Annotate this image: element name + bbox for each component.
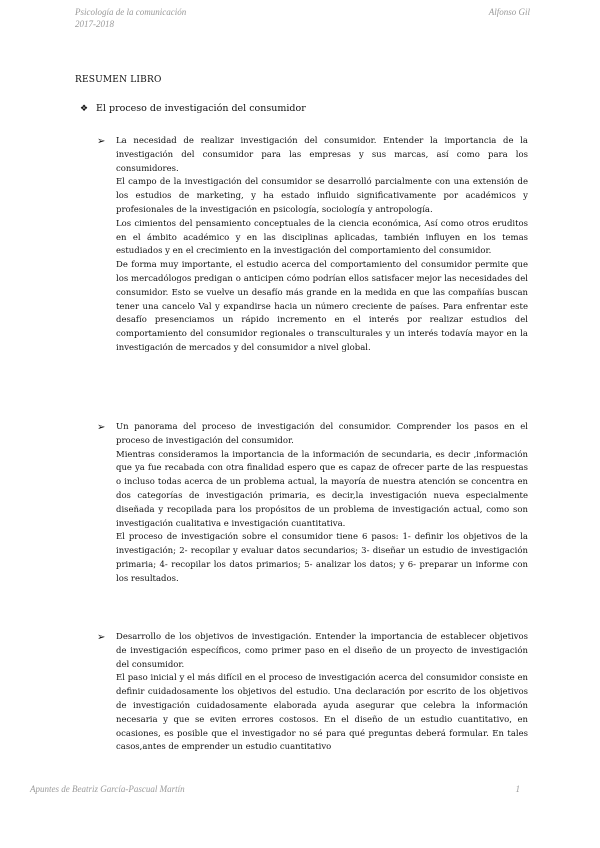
- paragraph: El campo de la investigación del consumidor se desarrolló parcialmente con una extensión de los estudios de marketing, y ha estado influido significativamente por académicos y profesionales de la investigación en psicología, sociología y antropología.: [116, 177, 528, 215]
- paragraph: El proceso de investigación sobre el consumidor tiene 6 pasos: 1- definir los objetivos de la investigación; 2- recopilar y evaluar datos secundarios; 3- diseñar un estudio de investigación primaria; 4- recopilar los datos primarios; 5- analizar los datos; y 6- preparar un informe con los resultados.: [116, 532, 528, 584]
- section-title: El proceso de investigación del consumidor: [96, 103, 306, 114]
- list-item: [97, 631, 528, 755]
- arrow-bullet-icon: ➢: [97, 136, 106, 147]
- item-heading: La necesidad de realizar investigación del consumidor. Entender la importancia de la investigación del consumidor para las empresas y sus marcas, así como para los consumidores.: [116, 136, 528, 174]
- list-item: [97, 421, 528, 587]
- footer-credit: Apuntes de Beatriz García-Pascual Martín: [30, 784, 185, 794]
- page-number: 1: [515, 784, 520, 794]
- paragraph: Mientras consideramos la importancia de la información de secundaria, es decir ,información que ya fue recabada con otra finalidad espero que es capaz de ofrecer parte de las respuestas o incluso todas acerca de un problema actual, la mayoría de nuestra atención se concentra en dos categorías de investigación primaria, es decir,la investigación nueva especialmente diseñada y recopilada para los propósitos de un problema de investigación actual, como son investigación cualitativa e investigación cuantitativa.: [116, 449, 528, 529]
- paragraph: De forma muy importante, el estudio acerca del comportamiento del consumidor permite que los mercadólogos predigan o anticipen cómo podrían ellos satisfacer mejor las necesidades del consumidor. Esto se vuelve un desafío más grande en la medida en que las compañías buscan tener una cancelo Val y expandirse hacia un número creciente de países. Para enfrentar este desafío presenciamos un rápido incremento en el interés por realizar estudios del comportamiento del consumidor regionales o transculturales y un interés todavía mayor en la investigación de mercados y del consumidor a nivel global.: [116, 260, 528, 353]
- header-year: 2017-2018: [75, 19, 114, 29]
- arrow-bullet-icon: ➢: [97, 632, 106, 643]
- arrow-bullet-icon: ➢: [97, 422, 106, 433]
- list-item: [97, 135, 528, 356]
- section-heading: [80, 103, 306, 114]
- paragraph: Los cimientos del pensamiento conceptuales de la ciencia económica, Así como otros eruditos en el ámbito académico y en las disciplinas aplicadas, también influyen en los temas estudiados y en el crecimiento en la investigación del comportamiento del consumidor.: [116, 218, 528, 257]
- header-author: Alfonso Gil: [488, 7, 530, 17]
- page-footer: [30, 784, 520, 794]
- item-heading: Desarrollo de los objetivos de investigación. Entender la importancia de establecer objetivos de investigación específicos, como primer paso en el diseño de un proyecto de investigación del consumidor.: [116, 632, 528, 670]
- diamond-bullet-icon: ❖: [80, 103, 89, 114]
- document-title: RESUMEN LIBRO: [75, 75, 162, 85]
- item-heading: Un panorama del proceso de investigación del consumidor. Comprender los pasos en el proceso de investigación del consumidor.: [116, 422, 528, 446]
- paragraph: El paso inicial y el más difícil en el proceso de investigación acerca del consumidor consiste en definir cuidadosamente los objetivos del estudio. Una declaración por escrito de los objetivos de investigación cuidadosamente elaborada ayuda asegurar que celebra la información necesaria y que se eviten errores costosos. En el diseño de un estudio cuantitativo, en ocasiones, es posible que el investigador no sé para qué preguntas deberá formular. En tales casos,antes de emprender un estudio cuantitativo: [116, 673, 528, 753]
- header-subject: Psicología de la comunicación: [75, 7, 187, 17]
- page-header: [75, 6, 530, 30]
